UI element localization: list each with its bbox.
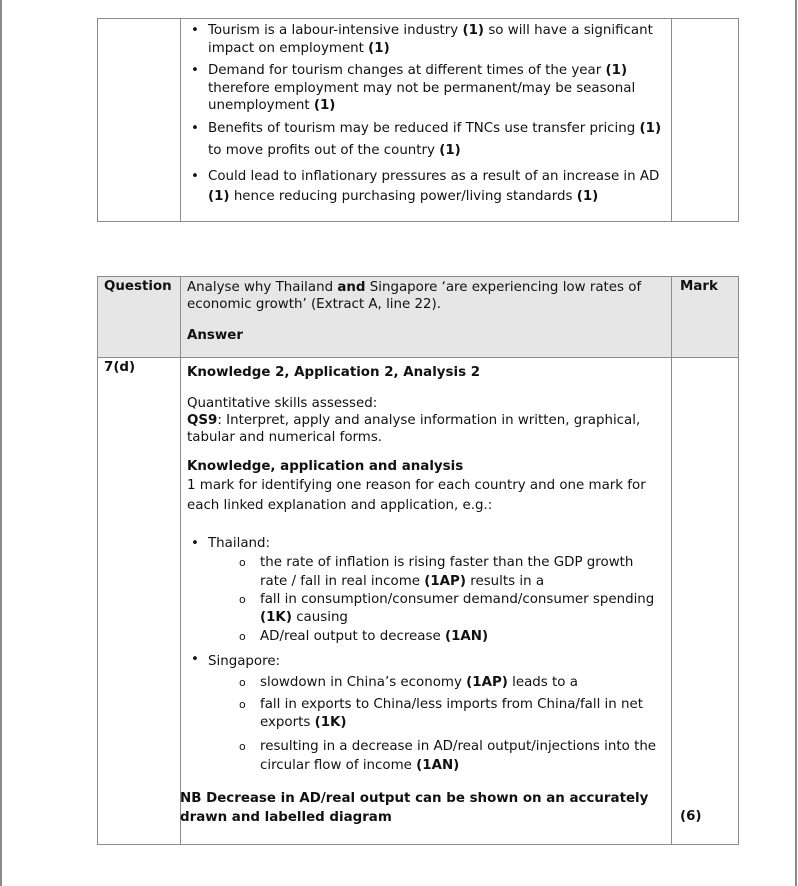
question-prompt: Analyse why Thailand and Singapore ‘are experiencing low rates of economic growth’ (Extract A, line 22). Answer <box>181 277 671 344</box>
list-item-singapore: • Singapore: o slowdown in China’s economy (1AP) leads to a o fall in exports to China/less imports from China/fall in net exports (1K) o resulting in a decrease in AD/real output/injections into the circular flow of income (1AN) <box>187 651 663 775</box>
list-item: o fall in exports to China/less imports from China/fall in net exports (1K) <box>187 696 663 732</box>
table-row <box>98 19 739 222</box>
question-number: 7(d) <box>104 360 136 375</box>
list-item: • Tourism is a labour-intensive industry (1) so will have a significant impact on employment (1) <box>187 22 663 57</box>
country-list <box>187 535 663 775</box>
page-left-edge <box>0 0 2 886</box>
answer-cell <box>181 19 672 222</box>
list-item: o fall in consumption/consumer demand/consumer spending (1K) causing <box>187 591 663 627</box>
mark-value: (6) <box>680 809 702 824</box>
mark-header: Mark <box>680 279 718 294</box>
answer-bullet-list <box>187 22 663 207</box>
answer-content <box>181 358 671 827</box>
mark-cell-empty <box>672 19 739 222</box>
mark-header-cell <box>672 277 739 358</box>
kaa-heading: Knowledge, application and analysis <box>187 459 464 474</box>
list-item: • Could lead to inflationary pressures as a result of an increase in AD (1) hence reducing purchasing power/living standards (1) <box>187 167 663 207</box>
kaa-text: 1 mark for identifying one reason for each country and one mark for each linked explanation and application, e.g.: <box>187 478 646 513</box>
list-item-thailand: • Thailand: o the rate of inflation is rising faster than the GDP growth rate / fall in real income (1AP) results in a o fall in consumption/consumer demand/consumer spending (1K) causing o AD/real output to decrease (1AN) <box>187 535 663 647</box>
mark-value-cell <box>672 358 739 845</box>
qs-description: QS9: Interpret, apply and analyse information in written, graphical, tabular and numerical forms. <box>187 413 641 445</box>
assessment-criteria: Knowledge 2, Application 2, Analysis 2 <box>187 365 481 380</box>
list-item: o the rate of inflation is rising faster than the GDP growth rate / fall in real income (1AP) results in a <box>187 553 663 591</box>
list-item: o slowdown in China’s economy (1AP) leads to a <box>187 673 663 692</box>
table-row <box>98 358 739 845</box>
prompt-header-cell <box>181 277 672 358</box>
list-item: • Demand for tourism changes at different times of the year (1) therefore employment may not be permanent/may be seasonal unemployment (1) <box>187 62 663 115</box>
question-header-cell <box>98 277 181 358</box>
list-item: o resulting in a decrease in AD/real output/injections into the circular flow of income (1AN) <box>187 737 663 775</box>
nb-note: NB Decrease in AD/real output can be shown on an accurately drawn and labelled diagram <box>180 791 649 825</box>
question-number-cell <box>98 358 181 845</box>
singapore-points <box>187 673 663 775</box>
mark-scheme-table <box>97 276 739 845</box>
question-header: Question <box>104 279 172 294</box>
thailand-points <box>187 553 663 647</box>
table-header-row <box>98 277 739 358</box>
list-item: o AD/real output to decrease (1AN) <box>187 627 663 647</box>
list-item: • Benefits of tourism may be reduced if TNCs use transfer pricing (1) to move profits out of the country (1) <box>187 118 663 162</box>
question-cell-empty <box>98 19 181 222</box>
answer-content-cell <box>181 358 672 845</box>
answer-header: Answer <box>187 328 243 343</box>
page-right-edge <box>795 0 797 886</box>
previous-question-table <box>97 18 739 222</box>
qs-intro: Quantitative skills assessed: <box>187 396 378 411</box>
